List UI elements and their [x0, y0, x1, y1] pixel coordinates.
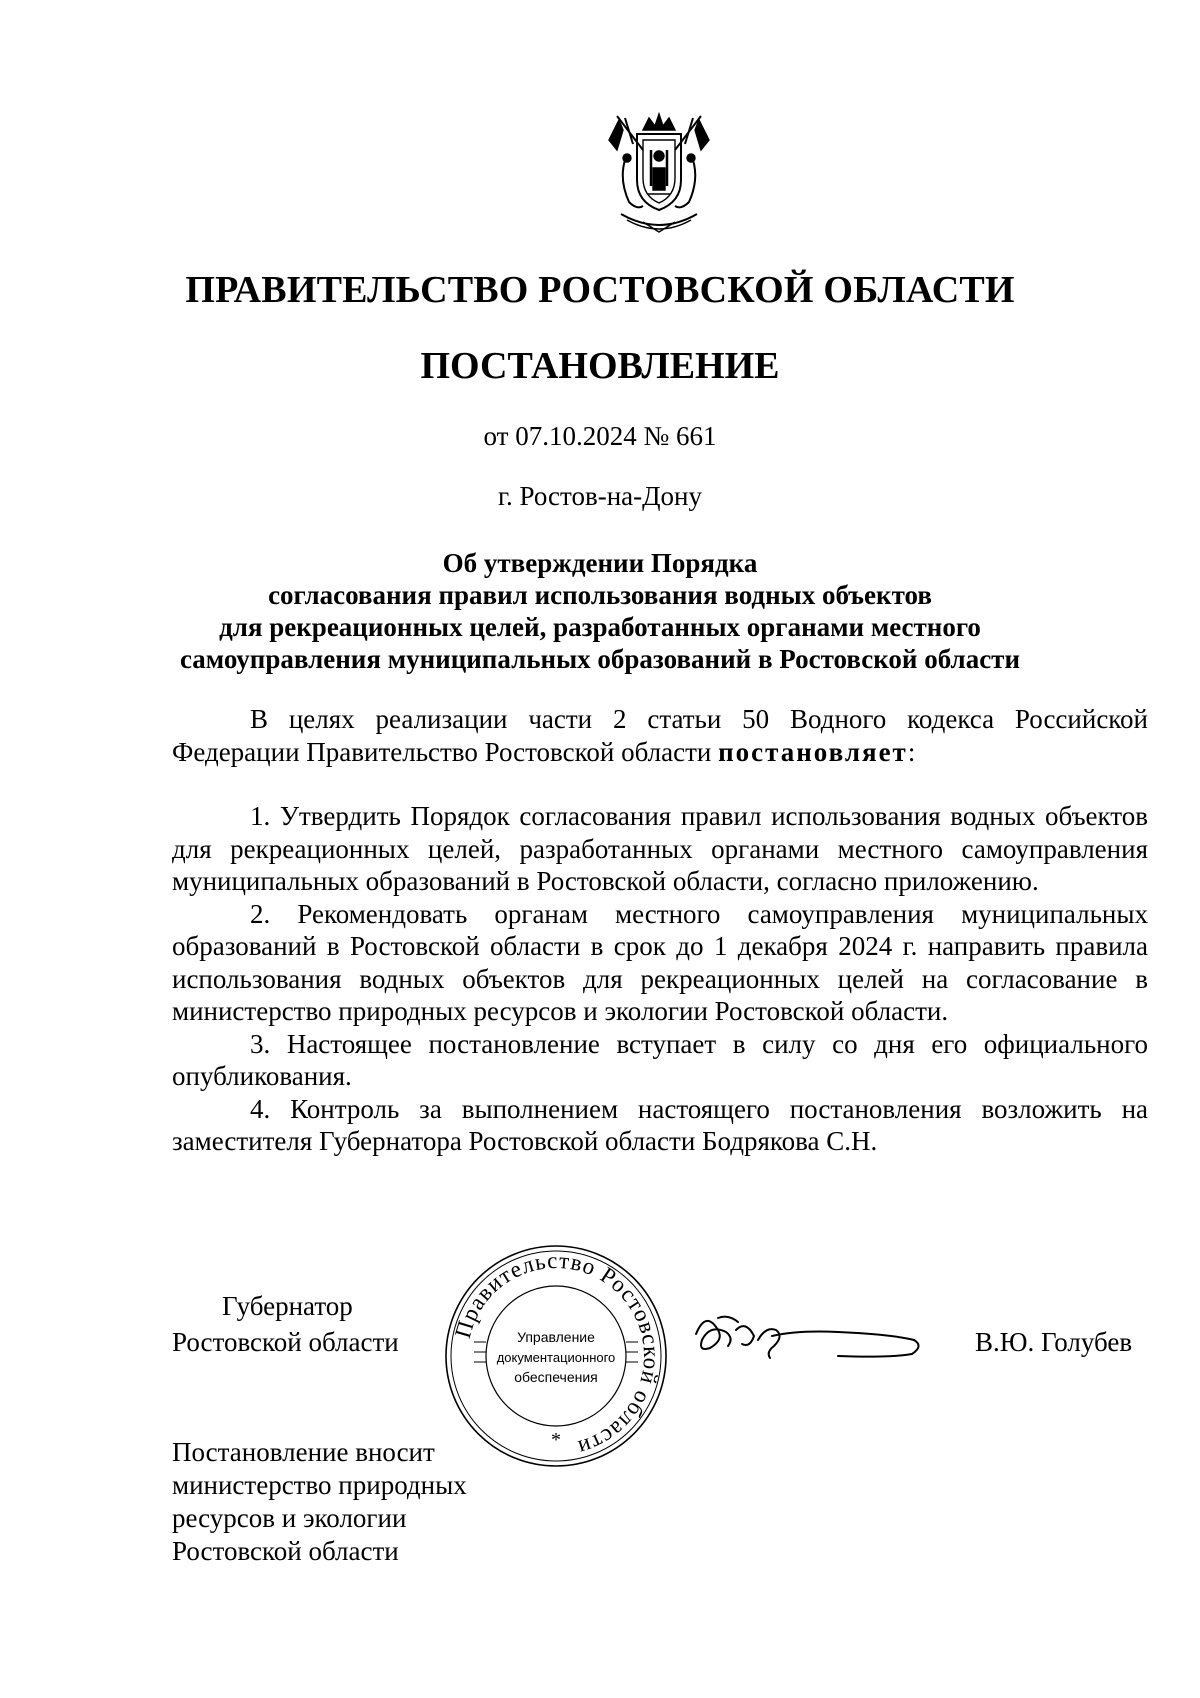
preamble-emphasis: постановляет	[718, 736, 908, 767]
preamble-text: В целях реализации части 2 статьи 50 Водного кодекса Российской Федерации Правительство Ростовской области	[172, 704, 1148, 767]
resolution-point: 3. Настоящее постановление вступает в силу со дня его официального опубликования.	[172, 1028, 1148, 1091]
official-stamp	[442, 1242, 670, 1470]
introducer-line: Постановление вносит	[172, 1437, 435, 1467]
stamp-inner-line: документационного	[496, 1350, 616, 1365]
signer-position-line1: Губернатор	[222, 1291, 353, 1321]
handwritten-signature-icon	[688, 1300, 938, 1370]
signer-position-line2: Ростовской области	[172, 1327, 399, 1357]
subject-line: самоуправления муниципальных образований в Ростовской области	[179, 644, 1021, 674]
resolution-points	[172, 800, 1148, 1158]
document-date-number: от 07.10.2024 № 661	[483, 421, 717, 451]
stamp-outer-text: Правительство Ростовской области	[449, 1247, 665, 1462]
subject-line: Об утверждении Порядка	[442, 548, 758, 578]
introducer-note	[172, 1436, 467, 1568]
introducer-line: ресурсов и экологии	[172, 1503, 407, 1533]
introducer-line: министерство природных	[172, 1470, 467, 1500]
resolution-point: 4. Контроль за выполнением настоящего постановления возложить на заместителя Губернатора Ростовской области Бодрякова С.Н.	[172, 1093, 1148, 1156]
document-subject	[160, 547, 1040, 675]
rostov-oblast-coat-of-arms-icon	[603, 110, 715, 238]
preamble	[172, 703, 1148, 768]
signer-name: В.Ю. Голубев	[975, 1327, 1133, 1357]
preamble-trailing: :	[907, 736, 916, 767]
document-type: ПОСТАНОВЛЕНИЕ	[420, 345, 780, 387]
stamp-star: *	[551, 1429, 561, 1451]
organization-title: ПРАВИТЕЛЬСТВО РОСТОВСКОЙ ОБЛАСТИ	[185, 269, 1015, 311]
subject-line: согласования правил использования водных объектов	[268, 580, 932, 610]
resolution-point: 2. Рекомендовать органам местного самоуправления муниципальных образований в Ростовской области в срок до 1 декабря 2024 г. направить правила использования водных объектов для рекреационных целей на согласование в министерство природных ресурсов и экологии Ростовской области.	[172, 898, 1148, 1026]
stamp-inner-line: обеспечения	[514, 1369, 598, 1385]
document-city: г. Ростов-на-Дону	[497, 481, 702, 511]
subject-line: для рекреационных целей, разработанных органами местного	[219, 612, 981, 642]
resolution-point: 1. Утвердить Порядок согласования правил использования водных объектов для рекреационных целей, разработанных органами местного самоуправления муниципальных образований в Ростовской области, согласно приложению.	[172, 801, 1148, 896]
stamp-inner-line: Управление	[517, 1329, 595, 1345]
introducer-line: Ростовской области	[172, 1536, 399, 1566]
